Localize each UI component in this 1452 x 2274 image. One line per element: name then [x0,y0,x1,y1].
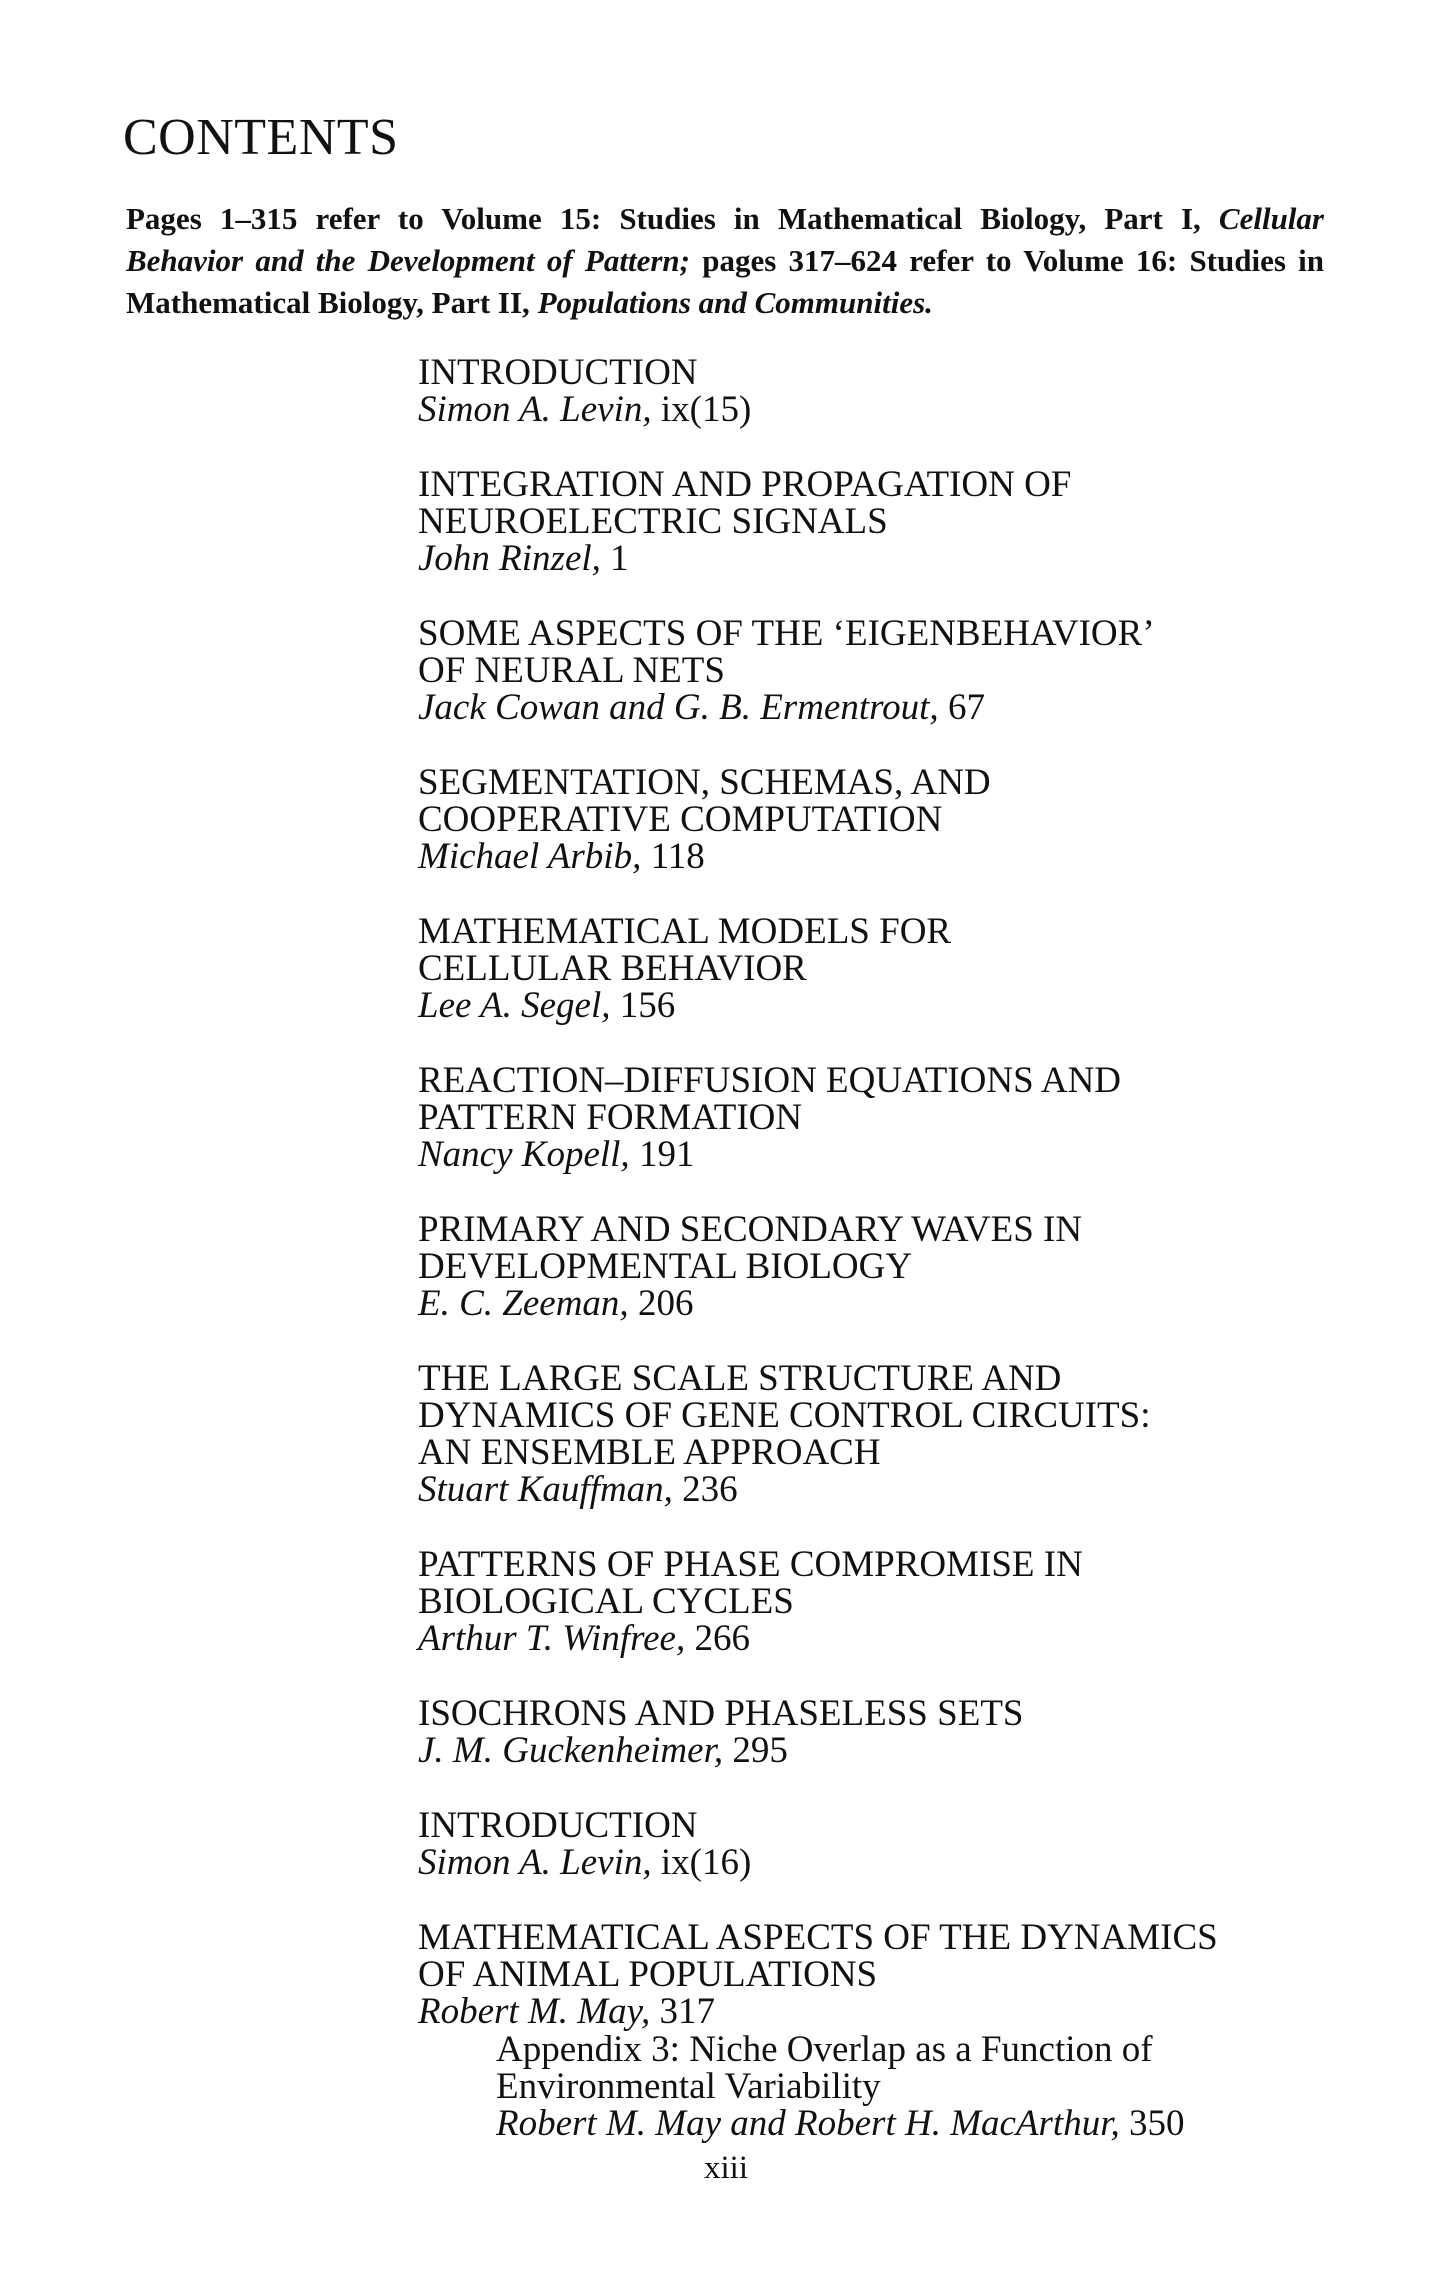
entry-title-line: ISOCHRONS AND PHASELESS SETS [418,1693,1024,1734]
toc-entry [418,1695,1378,1770]
entry-page-number: 156 [610,985,676,1026]
entry-page-number: ix(15) [651,389,752,430]
entry-author: Simon A. Levin, [418,1842,652,1883]
entry-title-line: THE LARGE SCALE STRUCTURE AND [418,1358,1062,1399]
entry-title-line: AN ENSEMBLE APPROACH [418,1432,881,1473]
entry-author: E. C. Zeeman, [418,1283,629,1324]
entry-author: Robert M. May and Robert H. MacArthur, [496,2103,1120,2144]
entry-author-line [418,1844,1378,1882]
entry-title-line: OF ANIMAL POPULATIONS [418,1954,878,1995]
entry-title-line: REACTION–DIFFUSION EQUATIONS AND [418,1060,1122,1101]
entry-title-line: INTRODUCTION [418,352,698,393]
entry-page-number: 118 [641,836,705,877]
entry-page-number: 295 [723,1730,788,1771]
entry-author-line [418,540,1378,578]
entry-author-line [418,987,1378,1025]
entry-author: Simon A. Levin, [418,389,652,430]
entry-page-number: 266 [685,1618,750,1659]
entry-author-line [418,1620,1378,1658]
entry-page-number: 206 [628,1283,694,1324]
entry-title-line: BIOLOGICAL CYCLES [418,1581,794,1622]
volume-note-italic-1: Cellular Behavior and the Development of Pattern; [126,201,1324,278]
volume-note-text-2: pages 317–624 refer to Volume 16: Studies in Mathematical Biology, Part II, [126,243,1325,320]
toc-entry [418,466,1378,578]
toc-entry [418,1062,1378,1174]
entry-title-line: MATHEMATICAL ASPECTS OF THE DYNAMICS [418,1917,1218,1958]
toc-entry [418,1919,1378,2143]
entry-author: Nancy Kopell, [418,1134,630,1175]
toc-entry [418,615,1378,727]
entry-title-line: Environmental Variability [496,2066,881,2107]
volume-note-text-1: Pages 1–315 refer to Volume 15: Studies in Mathematical Biology, Part I, [126,201,1219,236]
entry-title-line: Appendix 3: Niche Overlap as a Function of [496,2029,1153,2070]
entry-author-line [418,1471,1378,1509]
entry-title-line: PATTERN FORMATION [418,1097,803,1138]
entry-page-number: ix(16) [651,1842,752,1883]
volume-note-italic-2: Populations and Communities. [537,285,933,320]
entry-title-line: NEUROELECTRIC SIGNALS [418,501,888,542]
toc-entry [418,1807,1378,1882]
entry-author: Michael Arbib, [418,836,642,877]
entry-author-line [418,1993,1378,2031]
entry-title-line: SOME ASPECTS OF THE ‘EIGENBEHAVIOR’ [418,613,1155,654]
entry-title-line: MATHEMATICAL MODELS FOR [418,911,952,952]
entry-title-line: PATTERNS OF PHASE COMPROMISE IN [418,1544,1083,1585]
page-number: xiii [703,2150,748,2186]
entry-page-number: 67 [938,687,985,728]
page-heading: CONTENTS [123,109,399,166]
entry-title-line: COOPERATIVE COMPUTATION [418,799,943,840]
toc-entry [418,1546,1378,1658]
table-of-contents [418,354,1378,2180]
entry-author-line [418,689,1378,727]
entry-author: Robert M. May, [418,1991,651,2032]
volume-note [126,198,1324,324]
entry-title-line: DYNAMICS OF GENE CONTROL CIRCUITS: [418,1395,1151,1436]
entry-title-line: PRIMARY AND SECONDARY WAVES IN [418,1209,1083,1250]
entry-title-line: SEGMENTATION, SCHEMAS, AND [418,762,991,803]
toc-appendix [496,2031,1378,2143]
entry-page-number: 350 [1119,2103,1185,2144]
entry-author-line [418,1136,1378,1174]
toc-entry [418,354,1378,429]
entry-author-line [496,2105,1378,2143]
entry-author: Stuart Kauffman, [418,1469,673,1510]
entry-author: Jack Cowan and G. B. Ermentrout, [418,687,939,728]
toc-entry [418,1211,1378,1323]
entry-page-number: 191 [629,1134,695,1175]
entry-title-line: OF NEURAL NETS [418,650,725,691]
entry-author: Arthur T. Winfree, [418,1618,686,1659]
entry-page-number: 236 [672,1469,738,1510]
entry-author-line [418,1285,1378,1323]
toc-entry [418,1360,1378,1509]
entry-title-line: CELLULAR BEHAVIOR [418,948,807,989]
entry-author: Lee A. Segel, [418,985,611,1026]
entry-title-line: INTEGRATION AND PROPAGATION OF [418,464,1072,505]
entry-author-line [418,1732,1378,1770]
toc-entry [418,764,1378,876]
entry-author: J. M. Guckenheimer, [418,1730,724,1771]
entry-page-number: 1 [600,538,629,579]
entry-author-line [418,391,1378,429]
entry-author: John Rinzel, [418,538,601,579]
entry-author-line [418,838,1378,876]
entry-title-line: INTRODUCTION [418,1805,698,1846]
entry-page-number: 317 [650,1991,715,2032]
toc-entry [418,913,1378,1025]
entry-title-line: DEVELOPMENTAL BIOLOGY [418,1246,913,1287]
